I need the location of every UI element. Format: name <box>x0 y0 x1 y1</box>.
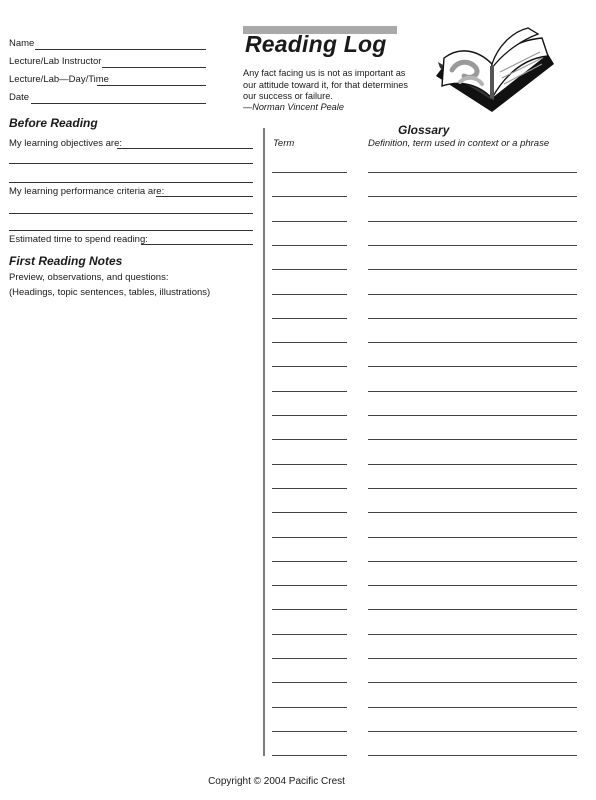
definition-column-header: Definition, term used in context or a phrase <box>368 138 550 149</box>
definition-blank[interactable] <box>368 439 577 440</box>
term-blank[interactable] <box>272 318 347 319</box>
glossary-row <box>0 464 596 465</box>
glossary-row <box>0 585 596 586</box>
glossary-row <box>0 537 596 538</box>
term-blank[interactable] <box>272 439 347 440</box>
definition-blank[interactable] <box>368 755 577 756</box>
definition-blank[interactable] <box>368 634 577 635</box>
time-label: Estimated time to spend reading: <box>9 234 148 245</box>
definition-blank[interactable] <box>368 682 577 683</box>
definition-blank[interactable] <box>368 537 577 538</box>
glossary-row <box>0 366 596 367</box>
glossary-row <box>0 634 596 635</box>
term-blank[interactable] <box>272 561 347 562</box>
term-blank[interactable] <box>272 342 347 343</box>
definition-blank[interactable] <box>368 415 577 416</box>
definition-blank[interactable] <box>368 269 577 270</box>
glossary-row <box>0 342 596 343</box>
definition-blank[interactable] <box>368 512 577 513</box>
before-reading-heading: Before Reading <box>9 116 98 130</box>
quote-text: Any fact facing us is not as important as our attitude toward it, for that determines our success or failure. <box>243 68 408 101</box>
objectives-label: My learning objectives are: <box>9 138 122 149</box>
term-blank[interactable] <box>272 682 347 683</box>
first-reading-heading: First Reading Notes <box>9 254 123 268</box>
glossary-row <box>0 658 596 659</box>
term-blank[interactable] <box>272 415 347 416</box>
glossary-heading: Glossary <box>398 123 450 137</box>
term-blank[interactable] <box>272 609 347 610</box>
criteria-label: My learning performance criteria are: <box>9 186 165 197</box>
term-blank[interactable] <box>272 294 347 295</box>
glossary-row <box>0 561 596 562</box>
term-blank[interactable] <box>272 269 347 270</box>
glossary-row <box>0 318 596 319</box>
glossary-row <box>0 294 596 295</box>
term-blank[interactable] <box>272 707 347 708</box>
term-blank[interactable] <box>272 634 347 635</box>
date-label: Date <box>9 92 30 103</box>
definition-blank[interactable] <box>368 342 577 343</box>
term-blank[interactable] <box>272 488 347 489</box>
definition-blank[interactable] <box>368 658 577 659</box>
definition-blank[interactable] <box>368 245 577 246</box>
page-title: Reading Log <box>245 31 387 57</box>
definition-blank[interactable] <box>368 707 577 708</box>
glossary-row <box>0 391 596 392</box>
definition-blank[interactable] <box>368 172 577 173</box>
definition-blank[interactable] <box>368 366 577 367</box>
glossary-row <box>0 172 596 173</box>
quote-author: —Norman Vincent Peale <box>243 102 344 112</box>
term-blank[interactable] <box>272 512 347 513</box>
term-blank[interactable] <box>272 464 347 465</box>
term-blank[interactable] <box>272 366 347 367</box>
term-blank[interactable] <box>272 731 347 732</box>
definition-blank[interactable] <box>368 318 577 319</box>
glossary-row <box>0 415 596 416</box>
term-blank[interactable] <box>272 172 347 173</box>
definition-blank[interactable] <box>368 196 577 197</box>
first-reading-instructions-1: Preview, observations, and questions: <box>9 272 169 283</box>
term-blank[interactable] <box>272 658 347 659</box>
term-blank[interactable] <box>272 391 347 392</box>
definition-blank[interactable] <box>368 294 577 295</box>
day-time-label: Lecture/Lab—Day/Time <box>9 74 109 85</box>
term-blank[interactable] <box>272 245 347 246</box>
term-blank[interactable] <box>272 196 347 197</box>
glossary-row <box>0 707 596 708</box>
definition-blank[interactable] <box>368 609 577 610</box>
definition-blank[interactable] <box>368 585 577 586</box>
glossary-row <box>0 731 596 732</box>
term-blank[interactable] <box>272 537 347 538</box>
glossary-row <box>0 439 596 440</box>
glossary-row <box>0 755 596 756</box>
glossary-row <box>0 609 596 610</box>
term-blank[interactable] <box>272 221 347 222</box>
copyright-text: Copyright © 2004 Pacific Crest <box>208 776 345 787</box>
glossary-row <box>0 682 596 683</box>
definition-blank[interactable] <box>368 391 577 392</box>
glossary-row <box>0 488 596 489</box>
instructor-label: Lecture/Lab Instructor <box>9 56 102 67</box>
definition-blank[interactable] <box>368 561 577 562</box>
definition-blank[interactable] <box>368 464 577 465</box>
term-blank[interactable] <box>272 755 347 756</box>
definition-blank[interactable] <box>368 731 577 732</box>
term-column-header: Term <box>273 138 295 149</box>
definition-blank[interactable] <box>368 221 577 222</box>
first-reading-instructions-2: (Headings, topic sentences, tables, illustrations) <box>9 287 211 298</box>
glossary-row <box>0 269 596 270</box>
glossary-row <box>0 196 596 197</box>
name-label: Name <box>9 38 35 49</box>
glossary-row <box>0 245 596 246</box>
term-blank[interactable] <box>272 585 347 586</box>
definition-blank[interactable] <box>368 488 577 489</box>
glossary-row <box>0 512 596 513</box>
glossary-row <box>0 221 596 222</box>
